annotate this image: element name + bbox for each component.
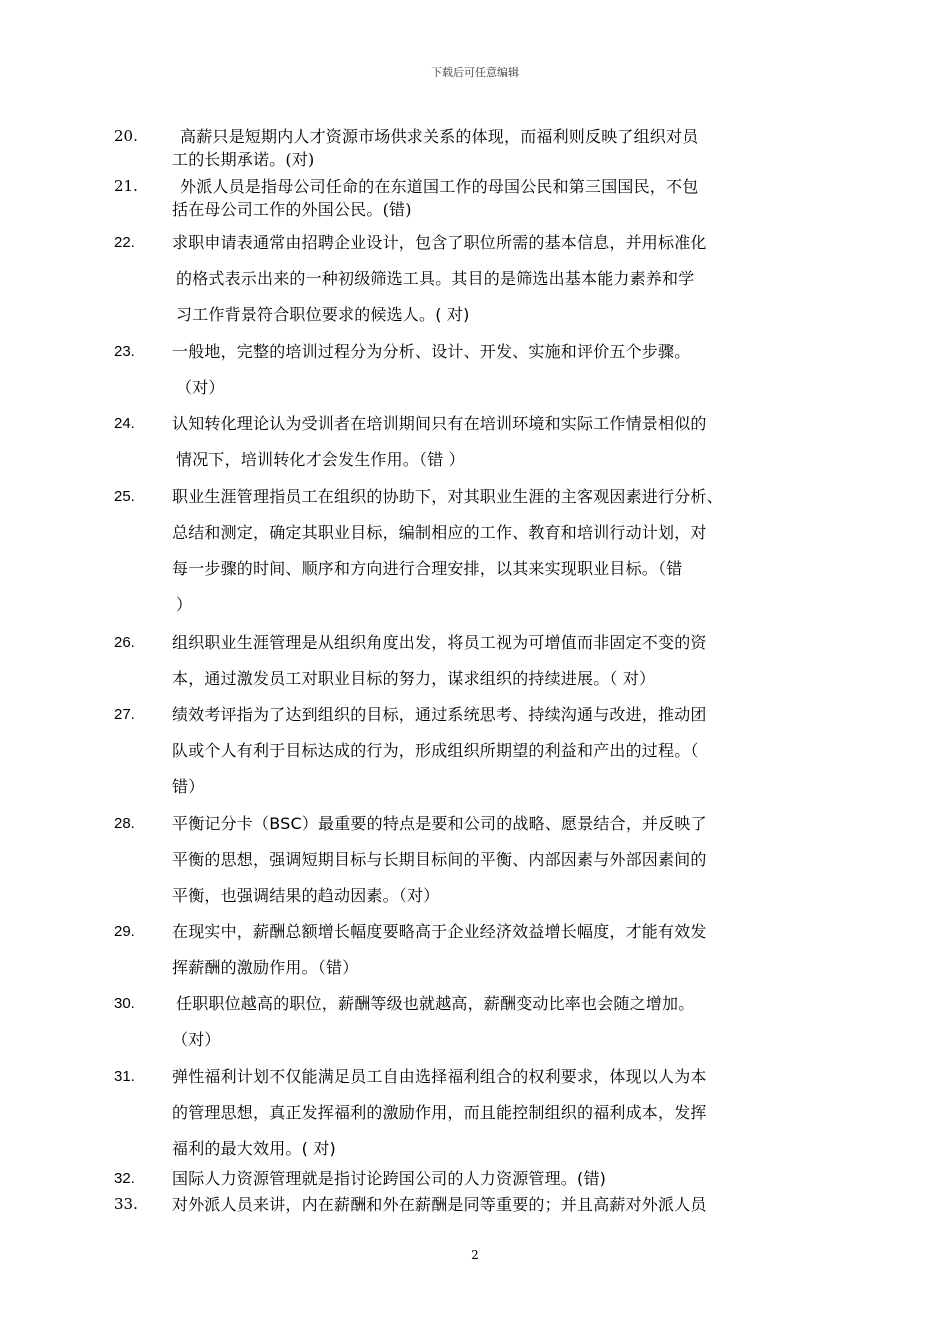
item-text-line: 队或个人有利于目标达成的行为，形成组织所期望的利益和产出的过程。（ xyxy=(172,741,699,760)
item-text-line: 认知转化理论认为受训者在培训期间只有在培训环境和实际工作情景相似的 xyxy=(172,414,707,433)
item-text-line: 平衡，也强调结果的趋动因素。（对） xyxy=(172,886,440,905)
item-text-line: 在现实中，薪酬总额增长幅度要略高于企业经济效益增长幅度，才能有效发 xyxy=(172,922,707,941)
item-text-line: 平衡的思想，强调短期目标与长期目标间的平衡、内部因素与外部因素间的 xyxy=(172,850,707,869)
item-text-line: 求职申请表通常由招聘企业设计，包含了职位所需的基本信息，并用标准化 xyxy=(172,233,707,252)
item-text-line: 任职职位越高的职位，薪酬等级也就越高，薪酬变动比率也会随之增加。 xyxy=(176,994,695,1013)
item-number: 21. xyxy=(114,177,138,195)
item-number: 29. xyxy=(114,923,135,940)
item-text-line: 一般地，完整的培训过程分为分析、设计、开发、实施和评价五个步骤。 xyxy=(172,342,691,361)
item-number: 26. xyxy=(114,634,135,651)
page-number: 2 xyxy=(471,1248,479,1262)
item-text-line: 习工作背景符合职位要求的候选人。( 对) xyxy=(176,305,470,324)
item-number: 25. xyxy=(114,488,135,505)
item-text-line: 情况下，培训转化才会发生作用。（错 ） xyxy=(176,450,465,469)
item-text-line: 错） xyxy=(172,777,205,796)
item-number: 30. xyxy=(114,995,135,1012)
item-text-line: 福利的最大效用。( 对) xyxy=(172,1139,336,1158)
item-number: 32. xyxy=(114,1170,135,1187)
item-text-line: 工的长期承诺。(对) xyxy=(172,150,315,169)
item-text-line: 绩效考评指为了达到组织的目标，通过系统思考、持续沟通与改进，推动团 xyxy=(172,705,707,724)
item-text-line: 平衡记分卡（BSC）最重要的特点是要和公司的战略、愿景结合，并反映了 xyxy=(172,814,707,833)
item-text-line: ） xyxy=(176,595,193,614)
item-text-line: 本，通过激发员工对职业目标的努力，谋求组织的持续进展。（ 对） xyxy=(172,669,656,688)
page-header: 下载后可任意编辑 xyxy=(431,66,519,79)
item-text-line: 高薪只是短期内人才资源市场供求关系的体现，而福利则反映了组织对员 xyxy=(180,127,699,146)
item-text-line: 对外派人员来讲，内在薪酬和外在薪酬是同等重要的；并且高薪对外派人员 xyxy=(172,1195,707,1214)
item-text-line: 挥薪酬的激励作用。（错） xyxy=(172,958,359,977)
item-text-line: 弹性福利计划不仅能满足员工自由选择福利组合的权利要求，体现以人为本 xyxy=(172,1067,707,1086)
item-text-line: 外派人员是指母公司任命的在东道国工作的母国公民和第三国国民，不包 xyxy=(180,177,699,196)
item-number: 27. xyxy=(114,706,135,723)
item-text-line: 国际人力资源管理就是指讨论跨国公司的人力资源管理。(错) xyxy=(172,1169,607,1188)
item-text-line: （对） xyxy=(176,378,225,397)
item-number: 31. xyxy=(114,1068,135,1085)
item-number: 28. xyxy=(114,815,135,832)
item-number: 24. xyxy=(114,415,135,432)
item-number: 22. xyxy=(114,234,135,251)
item-text-line: 组织职业生涯管理是从组织角度出发，将员工视为可增值而非固定不变的资 xyxy=(172,633,707,652)
item-number: 33. xyxy=(114,1195,138,1213)
item-text-line: 的管理思想，真正发挥福利的激励作用，而且能控制组织的福利成本，发挥 xyxy=(172,1103,707,1122)
item-text-line: 括在母公司工作的外国公民。(错) xyxy=(172,200,412,219)
item-text-line: 总结和测定，确定其职业目标，编制相应的工作、教育和培训行动计划，对 xyxy=(172,523,707,542)
item-text-line: 职业生涯管理指员工在组织的协助下，对其职业生涯的主客观因素进行分析、 xyxy=(172,487,723,506)
item-text-line: 每一步骤的时间、顺序和方向进行合理安排，以其来实现职业目标。（错 xyxy=(172,559,683,578)
item-number: 20. xyxy=(114,127,138,145)
item-number: 23. xyxy=(114,343,135,360)
item-text-line: 的格式表示出来的一种初级筛选工具。其目的是筛选出基本能力素养和学 xyxy=(176,269,695,288)
item-text-line: （对） xyxy=(172,1030,221,1049)
